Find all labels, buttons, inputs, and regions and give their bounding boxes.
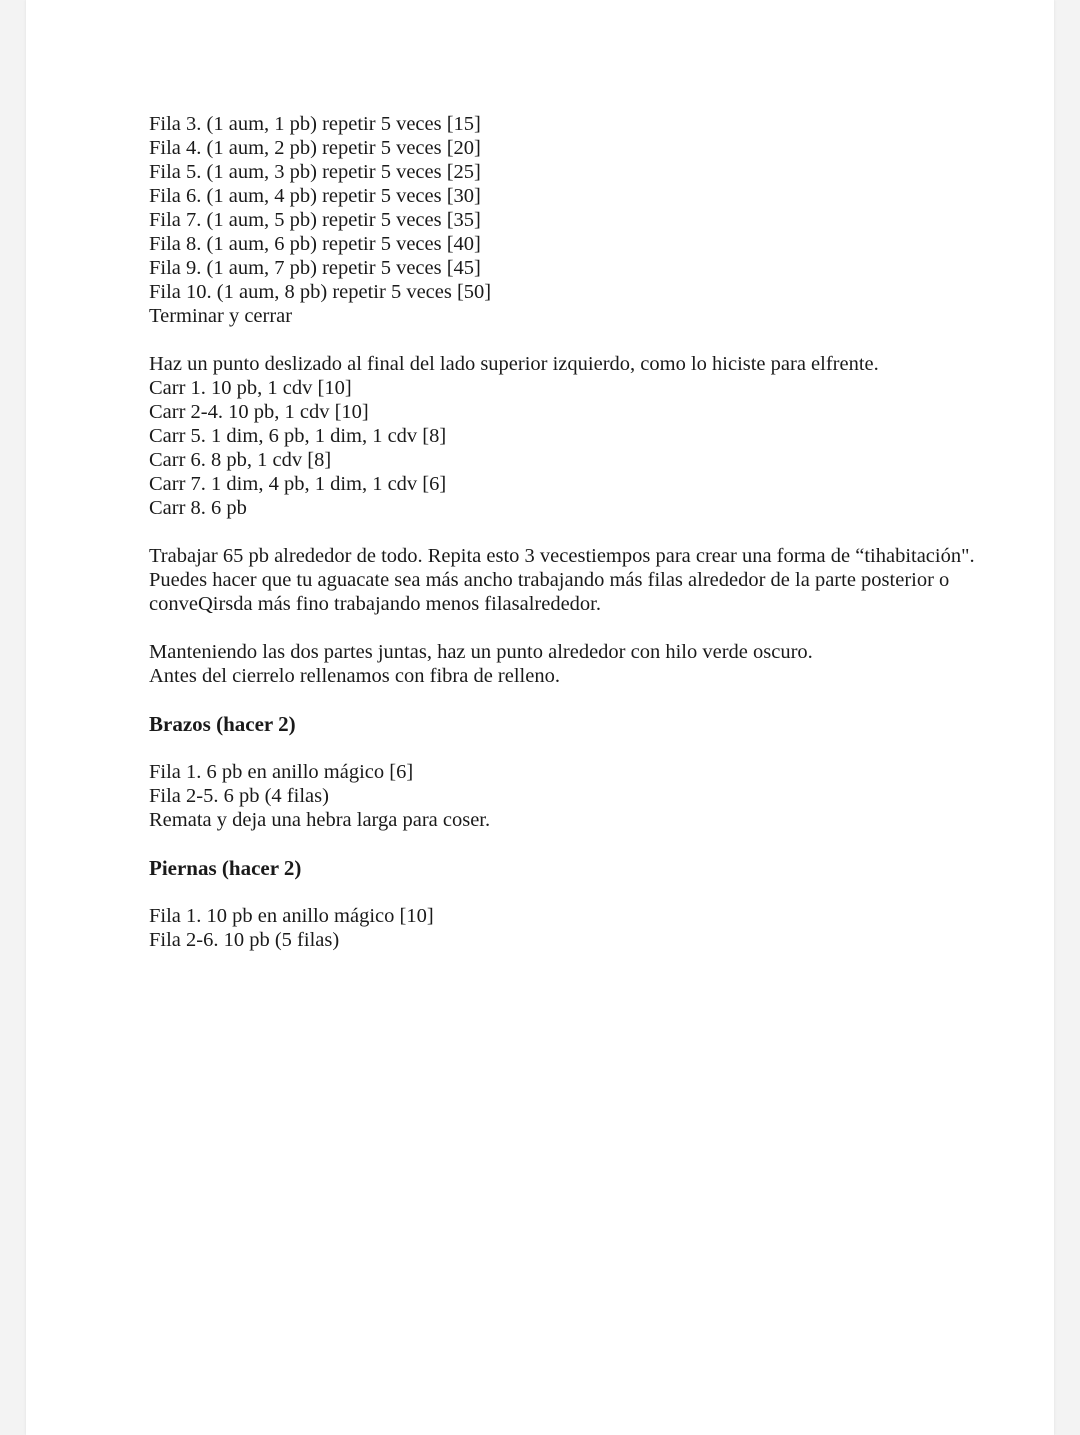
pattern-line: Fila 2-6. 10 pb (5 filas): [149, 929, 340, 951]
pattern-line: Fila 10. (1 aum, 8 pb) repetir 5 veces [50]: [149, 281, 492, 303]
pattern-line: Fila 7. (1 aum, 5 pb) repetir 5 veces [35]: [149, 209, 481, 231]
joining-instructions-block: [149, 640, 1029, 688]
pattern-line: Carr 6. 8 pb, 1 cdv [8]: [149, 449, 332, 471]
pattern-line: Carr 7. 1 dim, 4 pb, 1 dim, 1 cdv [6]: [149, 473, 447, 495]
pattern-line: Antes del cierrelo rellenamos con fibra de relleno.: [149, 665, 560, 687]
paragraph-gap: [149, 832, 1029, 856]
pattern-line: Terminar y cerrar: [149, 305, 293, 327]
back-part-block: [149, 352, 1029, 520]
pattern-line: Fila 4. (1 aum, 2 pb) repetir 5 veces [20]: [149, 137, 481, 159]
paragraph-gap: [149, 616, 1029, 640]
pattern-line: Fila 5. (1 aum, 3 pb) repetir 5 veces [25]: [149, 161, 481, 183]
paragraph-gap: [149, 520, 1029, 544]
page-content: [149, 112, 1029, 952]
pattern-rows-block: [149, 112, 1029, 328]
pattern-line: Carr 1. 10 pb, 1 cdv [10]: [149, 377, 352, 399]
pattern-line: Fila 3. (1 aum, 1 pb) repetir 5 veces [15]: [149, 113, 481, 135]
paragraph-gap: [149, 688, 1029, 712]
pattern-line: Fila 9. (1 aum, 7 pb) repetir 5 veces [45]: [149, 257, 481, 279]
border-instructions-block: [149, 544, 1029, 616]
arms-block: [149, 760, 1029, 832]
arms-heading: Brazos (hacer 2): [149, 712, 296, 736]
paragraph-gap: [149, 328, 1029, 352]
paragraph-gap: [149, 736, 1029, 760]
pattern-line: Carr 5. 1 dim, 6 pb, 1 dim, 1 cdv [8]: [149, 425, 447, 447]
document-page: [26, 0, 1054, 1435]
pattern-line: Fila 1. 10 pb en anillo mágico [10]: [149, 905, 434, 927]
pattern-line: Fila 8. (1 aum, 6 pb) repetir 5 veces [40]: [149, 233, 481, 255]
pattern-line: Trabajar 65 pb alrededor de todo. Repita esto 3 vecestiempos para crear una forma de “tihabitación".: [149, 545, 975, 567]
paragraph-gap: [149, 880, 1029, 904]
pattern-line: Carr 8. 6 pb: [149, 497, 247, 519]
legs-block: [149, 904, 1029, 952]
pattern-line: Manteniendo las dos partes juntas, haz un punto alrededor con hilo verde oscuro.: [149, 641, 813, 663]
pattern-line: Haz un punto deslizado al final del lado superior izquierdo, como lo hiciste para elfrente.: [149, 353, 879, 375]
pattern-line: conveQirsda más fino trabajando menos filasalrededor.: [149, 593, 601, 615]
pattern-line: Fila 6. (1 aum, 4 pb) repetir 5 veces [30]: [149, 185, 481, 207]
legs-heading: Piernas (hacer 2): [149, 856, 302, 880]
pattern-line: Fila 2-5. 6 pb (4 filas): [149, 785, 329, 807]
pattern-line: Carr 2-4. 10 pb, 1 cdv [10]: [149, 401, 369, 423]
pattern-line: Remata y deja una hebra larga para coser.: [149, 809, 491, 831]
pattern-line: Fila 1. 6 pb en anillo mágico [6]: [149, 761, 414, 783]
pattern-line: Puedes hacer que tu aguacate sea más ancho trabajando más filas alrededor de la parte posterior o: [149, 569, 950, 591]
